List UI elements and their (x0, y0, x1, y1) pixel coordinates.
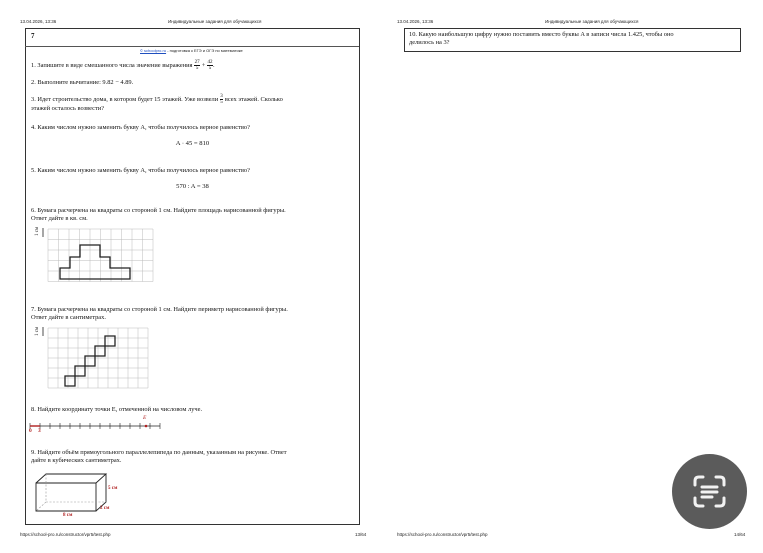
left-footer-url[interactable]: https://school-pro.ru/constructor/vpr5/test.php (20, 532, 111, 537)
q9-box-figure (30, 471, 120, 521)
source-text: - подготовка к ЕГЭ и ОГЭ по математике (166, 48, 243, 53)
q5-equation: 570 : A = 38 (176, 183, 209, 190)
text-scan-icon (672, 454, 747, 529)
q7 (31, 306, 288, 322)
q1-fraction-2: $\frac{42}{5}$ (207, 60, 213, 71)
q9 (31, 449, 287, 465)
text-scan-button[interactable] (672, 454, 747, 529)
q3 (31, 94, 283, 113)
q6-unit-label: 1 см (35, 226, 40, 236)
q8-label-0: 0 (29, 428, 32, 434)
q4-text: 4. Каким числом нужно заменить букву A, чтобы получилось верное равенство? (31, 124, 250, 131)
q7-line2: Ответ дайте в сантиметрах. (31, 314, 106, 321)
q1: 1. Запишите в виде смешанного числа значение выражения $\frac{27}{5}$ + $\frac{42}{5}$ . (31, 60, 215, 71)
q1-fraction-1: $\frac{27}{5}$ (194, 60, 200, 71)
q7-grid-figure (40, 326, 160, 391)
q10-line1: 10. Какую наибольшую цифру нужно поставить вместо буквы A в записи числа 1.425, чтобы оно (409, 31, 674, 38)
q8-point-e (145, 425, 148, 428)
q10 (409, 31, 674, 47)
q3-text-b: всех этажей. Сколько (224, 95, 283, 103)
left-header-title: Индивидуальные задания для обучающихся (168, 19, 262, 24)
right-footer-url[interactable]: https://school-pro.ru/constructor/vpr5/test.php (397, 532, 488, 537)
q6-line2: Ответ дайте в кв. см. (31, 215, 88, 222)
q8-number-ray (28, 418, 168, 440)
q2: 2. Выполните вычитание: 9.82 − 4.89. (31, 79, 134, 86)
right-header-datetime: 13.04.2026, 13:36 (397, 19, 434, 24)
q6-grid-figure (40, 227, 160, 287)
q9-dim-length: 8 см (63, 513, 73, 518)
right-header-title: Индивидуальные задания для обучающихся (545, 19, 639, 24)
q9-line1: 9. Найдите объём прямоугольного параллелепипеда по данным, указанным на рисунке. Ответ (31, 449, 287, 456)
q10-line2: делилось на 3? (409, 39, 450, 46)
variant-number: 7 (31, 32, 35, 40)
q9-box-front (36, 483, 96, 511)
q5-text: 5. Каким числом нужно заменить букву A, чтобы получилось верное равенство? (31, 167, 250, 174)
q8-text: 8. Найдите координату точки E, отмеченной на числовом луче. (31, 406, 203, 413)
q8-label-e: E (143, 415, 147, 421)
q4-equation: A · 45 = 810 (175, 140, 210, 147)
q1-plus: + (201, 61, 206, 69)
q9-dim-height: 5 см (108, 486, 118, 491)
q3-text-line2: этажей осталось возвести? (31, 105, 105, 112)
q7-unit-label: 1 см (35, 326, 40, 336)
q9-line2: дайте в кубических сантиметрах. (31, 457, 122, 464)
q3-fraction: $\frac{3}{5}$ (220, 94, 223, 105)
q7-grid (48, 328, 148, 388)
q9-box-top (36, 474, 106, 483)
q6 (31, 207, 286, 223)
source-link[interactable]: © schoolpro.ru (140, 48, 167, 53)
q7-line1: 7. Бумага расчерчена на квадраты со стороной 1 см. Найдите периметр нарисованной фигуры. (31, 306, 288, 313)
q6-line1: 6. Бумага расчерчена на квадраты со стороной 1 см. Найдите площадь нарисованной фигуры. (31, 207, 286, 214)
left-header-datetime: 13.04.2026, 13:36 (20, 19, 57, 24)
q1-text: 1. Запишите в виде смешанного числа значение выражения (31, 61, 193, 69)
q9-box-hidden (36, 474, 106, 511)
q3-text-a: 3. Идет строительство дома, в котором будет 15 этажей. Уже возвели (31, 95, 219, 103)
q8-label-3: 3 (38, 428, 41, 434)
variant-divider (25, 46, 359, 47)
q9-dim-depth: 2 см (100, 506, 110, 511)
right-footer-page: 14/64 (734, 532, 746, 537)
source-line (140, 48, 243, 53)
left-footer-page: 13/64 (355, 532, 367, 537)
q7-shape (65, 336, 115, 386)
